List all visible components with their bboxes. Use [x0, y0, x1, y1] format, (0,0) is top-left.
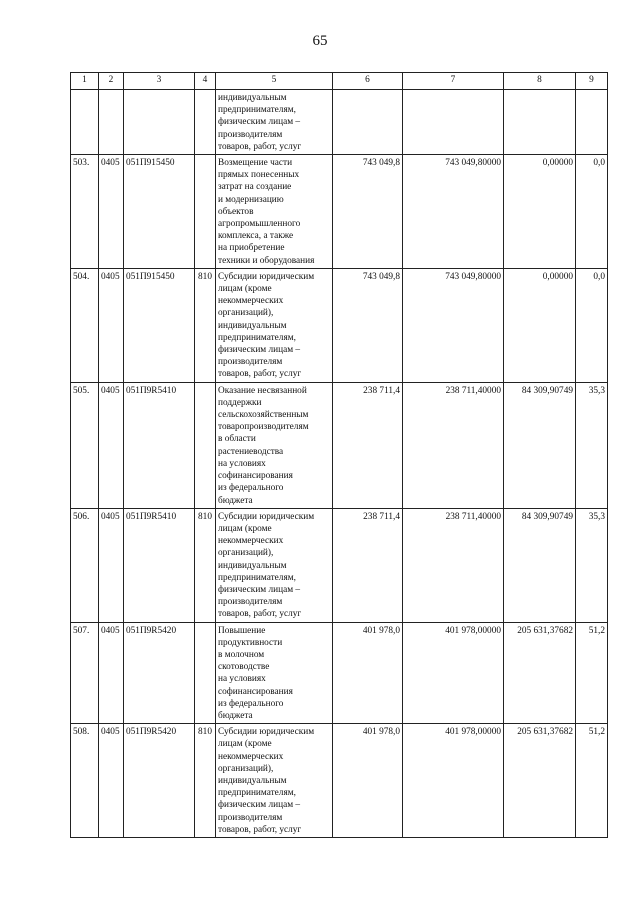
- item-name-line: индивидуальным: [218, 775, 287, 786]
- item-name-line: производителям: [218, 812, 283, 823]
- column-header: 6: [333, 73, 403, 90]
- item-name-line: в молочном: [218, 649, 265, 660]
- section-code-cell: 0405: [99, 382, 124, 508]
- item-name-line: Оказание несвязанной: [218, 385, 307, 396]
- executed-amount-cell: 205 631,37682: [504, 724, 576, 838]
- item-name-line: предпринимателям,: [218, 572, 296, 583]
- percent-cell: 0,0: [576, 268, 608, 382]
- item-name-line: Субсидии юридическим: [218, 727, 315, 738]
- column-header: 3: [124, 73, 195, 90]
- item-name-line: сельскохозяйственным: [218, 410, 309, 421]
- item-name-line: из федерального: [218, 483, 284, 494]
- item-name-line: бюджета: [218, 710, 253, 721]
- section-code-cell: [99, 90, 124, 155]
- item-name-line: бюджета: [218, 495, 253, 506]
- item-name-line: производителям: [218, 597, 283, 608]
- item-name-line: организаций),: [218, 763, 274, 774]
- planned-amount-cell: 401 978,0: [333, 622, 403, 724]
- item-name-line: физическим лицам –: [218, 800, 301, 811]
- table-body: [71, 90, 608, 838]
- item-name-line: на условиях: [218, 674, 266, 685]
- table-row: [71, 155, 608, 269]
- table-row: [71, 508, 608, 622]
- section-code-cell: 0405: [99, 724, 124, 838]
- column-header: 2: [99, 73, 124, 90]
- item-name-line: поддержки: [218, 397, 262, 408]
- planned-amount-cell: 238 711,4: [333, 382, 403, 508]
- item-name-line: товаров, работ, услуг: [218, 369, 302, 380]
- item-name-line: предпринимателям,: [218, 105, 296, 116]
- item-name-line: индивидуальным: [218, 560, 287, 571]
- row-number-cell: 506.: [71, 508, 99, 622]
- expense-type-cell: [195, 90, 216, 155]
- planned-amount-cell: [333, 90, 403, 155]
- item-name-line: предпринимателям,: [218, 788, 296, 799]
- refined-amount-cell: 743 049,80000: [403, 155, 504, 269]
- refined-amount-cell: [403, 90, 504, 155]
- item-name-line: софинансирования: [218, 686, 293, 697]
- item-name-line: некоммерческих: [218, 536, 284, 547]
- item-name-line: на приобретение: [218, 243, 285, 254]
- item-name-line: некоммерческих: [218, 296, 284, 307]
- percent-cell: 51,2: [576, 724, 608, 838]
- column-header: 7: [403, 73, 504, 90]
- item-name-line: растениеводства: [218, 446, 284, 457]
- refined-amount-cell: 238 711,40000: [403, 382, 504, 508]
- item-name-line: агропромышленного: [218, 219, 301, 230]
- row-number-cell: 504.: [71, 268, 99, 382]
- item-name-line: товаропроизводителям: [218, 422, 309, 433]
- column-header: 8: [504, 73, 576, 90]
- item-name-line: товаров, работ, услуг: [218, 141, 302, 152]
- table-header-row: [71, 73, 608, 90]
- item-name-line: продуктивности: [218, 637, 283, 648]
- item-name-line: товаров, работ, услуг: [218, 824, 302, 835]
- expense-type-cell: [195, 622, 216, 724]
- section-code-cell: 0405: [99, 268, 124, 382]
- item-name-line: комплекса, а также: [218, 231, 294, 242]
- item-name-cell: [216, 268, 333, 382]
- item-name-line: объектов: [218, 206, 254, 217]
- expense-type-cell: [195, 382, 216, 508]
- refined-amount-cell: 238 711,40000: [403, 508, 504, 622]
- item-name-line: товаров, работ, услуг: [218, 609, 302, 620]
- item-name-cell: [216, 508, 333, 622]
- item-name-line: техники и оборудования: [218, 255, 315, 266]
- target-code-cell: [124, 90, 195, 155]
- planned-amount-cell: 401 978,0: [333, 724, 403, 838]
- executed-amount-cell: [504, 90, 576, 155]
- page-number: 65: [312, 33, 328, 49]
- item-name-line: на условиях: [218, 458, 266, 469]
- item-name-line: организаций),: [218, 548, 274, 559]
- row-number-cell: 503.: [71, 155, 99, 269]
- item-name-line: лицам (кроме: [218, 284, 272, 295]
- item-name-cell: [216, 90, 333, 155]
- item-name-cell: [216, 622, 333, 724]
- item-name-line: Повышение: [218, 625, 266, 636]
- percent-cell: 51,2: [576, 622, 608, 724]
- item-name-line: производителям: [218, 357, 283, 368]
- executed-amount-cell: 0,00000: [504, 268, 576, 382]
- table-row: [71, 724, 608, 838]
- section-code-cell: 0405: [99, 622, 124, 724]
- item-name-line: затрат на создание: [218, 182, 292, 193]
- column-header: 1: [71, 73, 99, 90]
- executed-amount-cell: 84 309,90749: [504, 382, 576, 508]
- item-name-line: Возмещение части: [218, 158, 293, 169]
- row-number-cell: 505.: [71, 382, 99, 508]
- table-row: [71, 622, 608, 724]
- item-name-line: предпринимателям,: [218, 332, 296, 343]
- item-name-cell: [216, 382, 333, 508]
- item-name-line: индивидуальным: [218, 93, 287, 103]
- expense-type-cell: 810: [195, 268, 216, 382]
- planned-amount-cell: 238 711,4: [333, 508, 403, 622]
- expense-type-cell: 810: [195, 724, 216, 838]
- table-row: [71, 382, 608, 508]
- target-code-cell: 051П915450: [124, 155, 195, 269]
- item-name-line: физическим лицам –: [218, 345, 301, 356]
- target-code-cell: 051П915450: [124, 268, 195, 382]
- refined-amount-cell: 401 978,00000: [403, 622, 504, 724]
- percent-cell: 35,3: [576, 508, 608, 622]
- item-name-line: физическим лицам –: [218, 117, 301, 128]
- target-code-cell: 051П9R5410: [124, 508, 195, 622]
- refined-amount-cell: 401 978,00000: [403, 724, 504, 838]
- expense-type-cell: 810: [195, 508, 216, 622]
- expense-type-cell: [195, 155, 216, 269]
- executed-amount-cell: 205 631,37682: [504, 622, 576, 724]
- table-row: [71, 268, 608, 382]
- item-name-line: производителям: [218, 129, 283, 140]
- item-name-cell: [216, 724, 333, 838]
- item-name-line: лицам (кроме: [218, 739, 272, 750]
- column-header: 4: [195, 73, 216, 90]
- row-number-cell: [71, 90, 99, 155]
- item-name-line: организаций),: [218, 308, 274, 319]
- section-code-cell: 0405: [99, 508, 124, 622]
- item-name-cell: [216, 155, 333, 269]
- item-name-line: софинансирования: [218, 471, 293, 482]
- item-name-line: и модернизацию: [218, 194, 284, 205]
- item-name-line: индивидуальным: [218, 320, 287, 331]
- item-name-line: прямых понесенных: [218, 170, 300, 181]
- item-name-line: Субсидии юридическим: [218, 511, 315, 522]
- target-code-cell: 051П9R5420: [124, 622, 195, 724]
- column-header: 9: [576, 73, 608, 90]
- column-header: 5: [216, 73, 333, 90]
- budget-table: [70, 72, 608, 838]
- row-number-cell: 508.: [71, 724, 99, 838]
- refined-amount-cell: 743 049,80000: [403, 268, 504, 382]
- target-code-cell: 051П9R5420: [124, 724, 195, 838]
- section-code-cell: 0405: [99, 155, 124, 269]
- executed-amount-cell: 0,00000: [504, 155, 576, 269]
- executed-amount-cell: 84 309,90749: [504, 508, 576, 622]
- table-row: [71, 90, 608, 155]
- planned-amount-cell: 743 049,8: [333, 268, 403, 382]
- item-name-line: в области: [218, 434, 256, 445]
- item-name-line: Субсидии юридическим: [218, 271, 315, 282]
- percent-cell: 0,0: [576, 155, 608, 269]
- item-name-line: из федерального: [218, 698, 284, 709]
- planned-amount-cell: 743 049,8: [333, 155, 403, 269]
- item-name-line: скотоводстве: [218, 662, 270, 673]
- percent-cell: 35,3: [576, 382, 608, 508]
- item-name-line: физическим лицам –: [218, 584, 301, 595]
- item-name-line: некоммерческих: [218, 751, 284, 762]
- target-code-cell: 051П9R5410: [124, 382, 195, 508]
- row-number-cell: 507.: [71, 622, 99, 724]
- percent-cell: [576, 90, 608, 155]
- item-name-line: лицам (кроме: [218, 523, 272, 534]
